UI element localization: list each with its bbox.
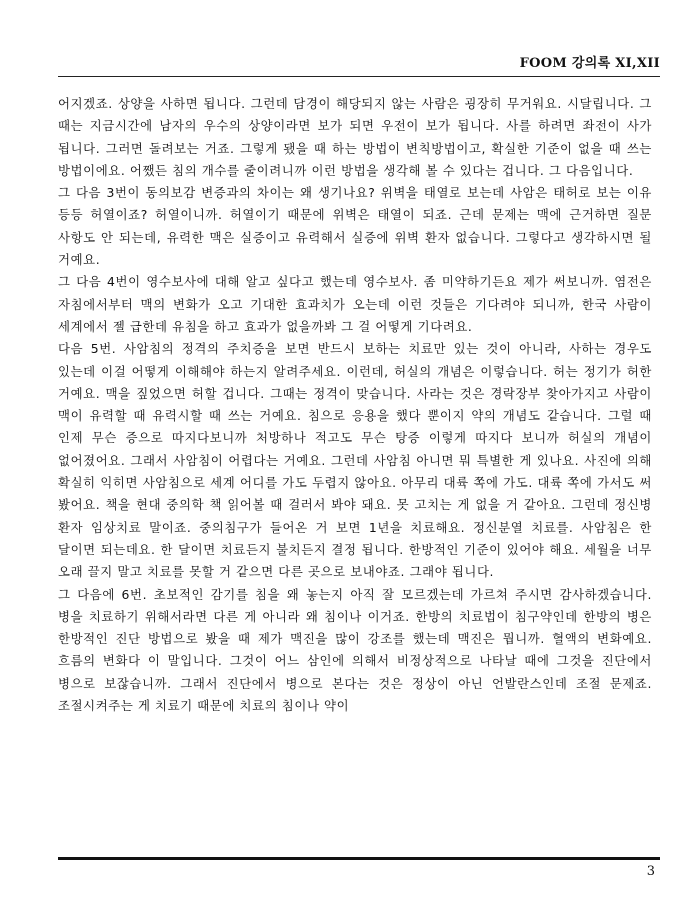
paragraph: 어지겠죠. 상양을 사하면 됩니다. 그런데 담경이 해당되지 않는 사람은 굉장히 무거워요. 시달립니다. 그 때는 지금시간에 남자의 우수의 상양이라면 보가 되면 우전이 보가 됩니다. 사를 하려면 좌전이 사가 됩니다. 그러면 돌려보는 거죠. 그렇게 됐을 때 하는 방법이 변칙방법이고, 확실한 기준이 없을 때 쓰는 방법이에요. 어쨌든 침의 개수를 줄이려니까 이런 방법을 생각해 볼 수 있다는 겁니다. 그 다음입니다.	[58, 96, 652, 178]
page-header-title: FOOM 강의록 XI,XII	[519, 56, 660, 71]
footer-divider	[58, 857, 660, 860]
paragraph: 그 다음에 6번. 초보적인 감기를 침을 왜 놓는지 아직 잘 모르겠는데 가르쳐 주시면 감사하겠습니다. 병을 치료하기 위해서라면 다른 게 아니라 왜 침이나 이거죠. 한방의 치료법이 침구약인데 한방의 병은 한방적인 진단 방법으로 봤을 때 제가 맥진을 많이 강조를 했는데 맥진은 뭡니까. 혈액의 변화예요. 흐름의 변화다 이 말입니다. 그것이 어느 삼인에 의해서 비정상적으로 나타날 때에 그것을 진단에서 병으로 보잖습니까. 그래서 진단에서 병으로 본다는 것은 정상이 아닌 언발란스인데 조절 문제죠. 조절시켜주는 게 치료기 때문에 치료의 침이나 약이	[58, 586, 652, 714]
paragraph: 그 다음 4번이 영수보사에 대해 알고 싶다고 했는데 영수보사. 좀 미약하기든요 제가 써보니까. 염전은 자침에서부터 맥의 변화가 오고 기대한 효과치가 오는데 이런 것들은 기다려야 되니까, 한국 사람이 세계에서 젤 급한데 유침을 하고 효과가 없을까봐 그 걸 어떻게 기다려요.	[58, 274, 652, 334]
paragraph: 다음 5번. 사암침의 정격의 주치증을 보면 반드시 보하는 치료만 있는 것이 아니라, 사하는 경우도 있는데 이걸 어떻게 이해해야 하는지 알려주세요. 이런데, 허실의 개념은 이렇습니다. 허는 정기가 허한 거예요. 맥을 짚었으면 허할 겁니다. 그때는 정격이 맞습니다. 사라는 것은 경락장부 찾아가지고 사람이 맥이 유력할 때 유력시할 때 쓰는 거예요. 침으로 응용을 했다 뿐이지 약의 개념도 같습니다. 그럴 때 인제 무슨 증으로 따지다보니까 처방하나 적고도 무슨 탕증 이렇게 따지다 보니까 허실의 개념이 없어졌어요. 그래서 사암침이 어렵다는 거예요. 그런데 사암침 아니면 뭐 특별한 게 있나요. 사진에 의해 확실히 익히면 사암침으로 세계 어디를 가도 두렵지 않아요. 아무리 대륙 쪽에 가도. 대륙 쪽에 가서도 써 봤어요. 책을 현대 중의학 책 읽어볼 때 걸러서 봐야 돼요. 못 고치는 게 없을 거 같아요. 그런데 정신병 환자 임상치료 말이죠. 중의침구가 들어온 거 보면 1년을 치료해요. 정신분열 치료를. 사암침은 한 달이면 되는데요. 한 달이면 치료든지 불치든지 결정 됩니다. 한방적인 기준이 있어야 해요. 세월을 너무 오래 끌지 말고 치료를 못할 거 같으면 다른 곳으로 보내야죠. 그래야 됩니다.	[58, 341, 652, 580]
paragraph: 그 다음 3번이 동의보감 변증과의 차이는 왜 생기나요? 위벽을 태열로 보는데 사암은 태허로 보는 이유 등등 허열이죠? 허열이니까. 허열이기 때문에 위벽은 태열이 되죠. 근데 문제는 맥에 근거하면 질문 사항도 안 되는데, 유력한 맥은 실증이고 유력해서 실증에 위벽 환자 없습니다. 그렇다고 생각하시면 될 거예요.	[58, 185, 652, 268]
document-body	[58, 93, 652, 717]
header-divider	[58, 76, 660, 77]
page-number: 3	[646, 864, 655, 879]
